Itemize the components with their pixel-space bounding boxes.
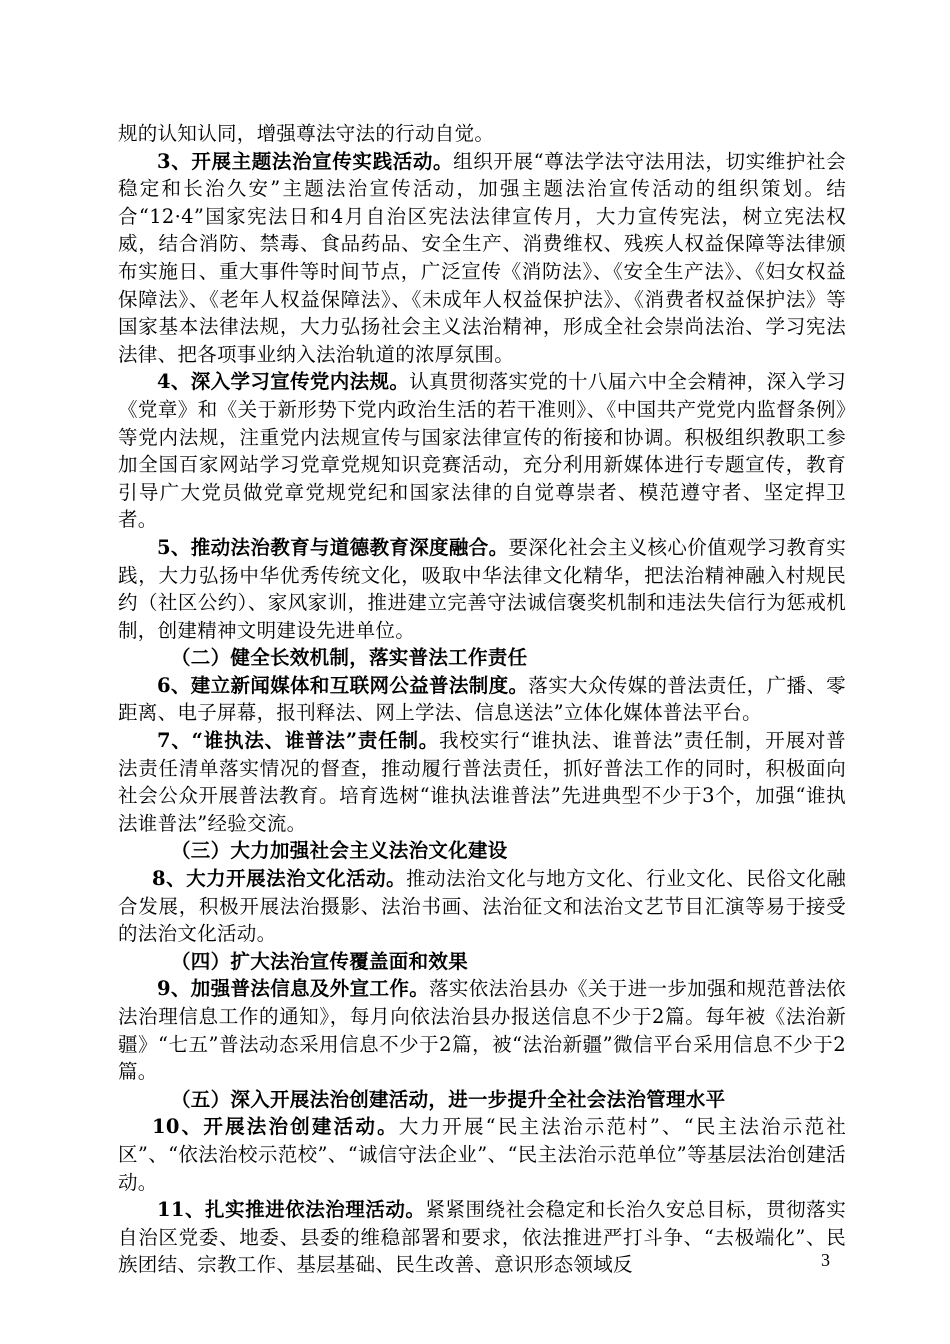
paragraph-body: 要深化社会主义核心价值观学习教育实践，大力弘扬中华优秀传统文化，吸取中华法律文化精华，把法治精神融入村规民约（社区公约）、家风家训，推进建立完善守法诚信褒奖机制和违法失信行为惩戒机制，创建精神文明建设先进单位。: [118, 535, 847, 642]
paragraph-item-11: [118, 1196, 846, 1279]
paragraph-item-9: [118, 975, 846, 1085]
page-number: 3: [821, 1250, 830, 1270]
paragraph-lead: 11、扎实推进依法治理活动。: [157, 1198, 426, 1222]
paragraph-item-8: [118, 865, 846, 948]
paragraph-body: 我校实行“谁执法、谁普法”责任制，开展对普法责任清单落实情况的督查，推动履行普法责任，抓好普法工作的同时，积极面向社会公众开展普法教育。培育选树“谁执法谁普法”先进典型不少于3个，加强“谁执法谁普法”经验交流。: [118, 729, 846, 835]
paragraph-lead: 10、开展法治创建活动。: [152, 1115, 399, 1139]
paragraph-lead: 8、大力开展法治文化活动。: [152, 867, 407, 891]
paragraph-body: 大力开展“民主法治示范村”、“民主法治示范社区”、“依法治校示范校”、“诚信守法企业”、“民主法治示范单位”等基层法治创建活动。: [118, 1115, 846, 1194]
paragraph-lead: 6、建立新闻媒体和互联网公益普法制度。: [157, 673, 529, 697]
document-body: [118, 120, 846, 1279]
paragraph-body: 认真贯彻落实党的十八届六中全会精神，深入学习《党章》和《关于新形势下党内政治生活的若干准则》、《中国共产党党内监督条例》等党内法规，注重党内法规宣传与国家法律宣传的衔接和协调。积极组织教职工参加全国百家网站学习党章党规知识竞赛活动，充分利用新媒体进行专题宣传，教育引导广大党员做党章党规党纪和国家法律的自觉尊崇者、模范遵守者、坚定捍卫者。: [118, 370, 846, 532]
paragraph-body: 落实大众传媒的普法责任，广播、零距离、电子屏幕，报刊释法、网上学法、信息送法”立体化媒体普法平台。: [118, 673, 846, 725]
section-heading-2: （二）健全长效机制，落实普法工作责任: [171, 646, 528, 670]
paragraph-body: 组织开展“尊法学法守法用法，切实维护社会稳定和长治久安”主题法治宣传活动，加强主题法治宣传活动的组织策划。结合“12·4”国家宪法日和4月自治区宪法法律宣传月，大力宣传宪法，树立宪法权威，结合消防、禁毒、食品药品、安全生产、消费维权、残疾人权益保障等法律颁布实施日、重大事件等时间节点，广泛宣传《消防法》、《安全生产法》、《妇女权益保障法》、《老年人权益保障法》、《未成年人权益保护法》、《消费者权益保护法》等国家基本法律法规，大力弘扬社会主义法治精神，形成全社会崇尚法治、学习宪法法律、把各项事业纳入法治轨道的浓厚氛围。: [118, 149, 846, 366]
paragraph-lead: 9、加强普法信息及外宣工作。: [157, 977, 430, 1001]
paragraph-body: 落实依法治县办《关于进一步加强和规范普法依法治理信息工作的通知》，每月向依法治县办报送信息不少于2篇。每年被《法治新疆》“七五”普法动态采用信息不少于2篇，被“法治新疆”微信平台采用信息不少于2篇。: [118, 977, 846, 1084]
paragraph-item-7: [118, 727, 846, 837]
paragraph-continuation: [118, 120, 846, 148]
paragraph-item-4: [118, 368, 846, 534]
paragraph-item-10: [118, 1113, 846, 1196]
paragraph-body: 规的认知认同，增强尊法守法的行动自觉。: [118, 122, 495, 145]
paragraph-item-3: [118, 148, 846, 369]
paragraph-lead: 5、推动法治教育与道德教育深度融合。: [157, 535, 509, 559]
paragraph-body: 推动法治文化与地方文化、行业文化、民俗文化融合发展，积极开展法治摄影、法治书画、法治征文和法治文艺节目汇演等易于接受的法治文化活动。: [118, 867, 847, 946]
paragraph-item-5: [118, 534, 846, 644]
paragraph-item-6: [118, 672, 846, 727]
paragraph-lead: 4、深入学习宣传党内法规。: [157, 370, 410, 394]
section-heading-3: （三）大力加强社会主义法治文化建设: [171, 839, 508, 863]
section-heading-4: （四）扩大法治宣传覆盖面和效果: [171, 949, 469, 973]
section-heading-5: （五）深入开展法治创建活动，进一步提升全社会法治管理水平: [171, 1087, 726, 1111]
paragraph-lead: 3、开展主题法治宣传实践活动。: [157, 149, 454, 173]
paragraph-body: 紧紧围绕社会稳定和长治久安总目标，贯彻落实自治区党委、地委、县委的维稳部署和要求，依法推进严打斗争、“去极端化”、民族团结、宗教工作、基层基础、民生改善、意识形态领域反: [118, 1198, 846, 1277]
paragraph-lead: 7、“谁执法、谁普法”责任制。: [157, 729, 440, 753]
